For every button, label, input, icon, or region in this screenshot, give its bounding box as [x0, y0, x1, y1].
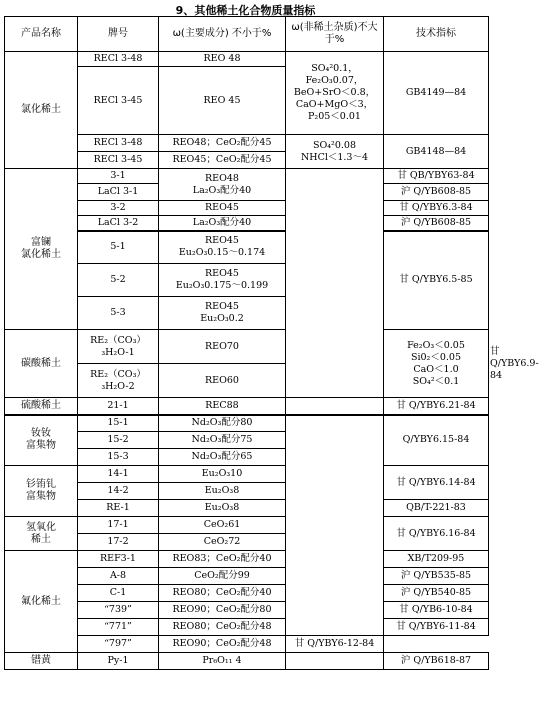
- standard-cell: 甘 QB/YBY63-84: [384, 169, 489, 184]
- table-row: [5, 216, 489, 231]
- main-cell: CeO₂61: [159, 517, 286, 534]
- standard-cell: 沪 Q/YB608-85: [384, 184, 489, 201]
- impurity-line: BeO+SrO＜0.8，: [293, 87, 376, 98]
- header-impurity: ω(非稀土杂质)不大于%: [286, 17, 384, 52]
- table-row: [5, 415, 489, 432]
- main-cell: REO 48: [159, 52, 286, 67]
- main-cell: REO48 La₂O₃配分40: [159, 169, 286, 201]
- standard-cell: XB/T209-95: [384, 551, 489, 568]
- impurity-line: CaO＜1.0: [413, 363, 459, 375]
- main-cell: REO48；CeO₂配分45: [159, 135, 286, 152]
- brand-cell: 5-2: [78, 264, 159, 297]
- main-cell: Pr₆O₁₁ 4: [159, 653, 286, 670]
- brand-cell: RECl 3-45: [78, 152, 159, 169]
- impurity-line: NHCl＜1.3～4: [300, 151, 369, 163]
- standard-cell: Q/YBY6.15-84: [384, 415, 489, 466]
- category-hydroxide: 氢氧化 稀土: [5, 517, 78, 551]
- standard-cell: 甘 Q/YBY6.16-84: [384, 517, 489, 551]
- brand-cell: 15-2: [78, 432, 159, 449]
- main-cell: REC88: [159, 398, 286, 415]
- main-cell: REO80；CeO₂配分48: [159, 619, 286, 636]
- main-cell: REO 45: [159, 67, 286, 135]
- impurity-cell-empty: [286, 415, 384, 636]
- category-fluoride: 氟化稀土: [5, 551, 78, 653]
- main-cell: CeO₂72: [159, 534, 286, 551]
- impurity-line: Fe₂O₃＜0.05: [407, 339, 465, 351]
- brand-cell: 15-3: [78, 449, 159, 466]
- main-cell: Eu₂O₃8: [159, 500, 286, 517]
- brand-cell: RE-1: [78, 500, 159, 517]
- main-cell: REO60: [159, 364, 286, 398]
- table-row: [5, 466, 489, 483]
- standard-cell: QB/T-221-83: [384, 500, 489, 517]
- main-cell: REO45；CeO₂配分45: [159, 152, 286, 169]
- brand-cell: REF3-1: [78, 551, 159, 568]
- main-cell: REO90；CeO₂配分80: [159, 602, 286, 619]
- brand-cell: C-1: [78, 585, 159, 602]
- brand-cell: 5-1: [78, 231, 159, 264]
- brand-cell: 14-2: [78, 483, 159, 500]
- header-main-component: ω(主要成分) 不小于%: [159, 17, 286, 52]
- table-row: [5, 551, 489, 568]
- category-sm-eu-gd-enriched: 钐铕钆 富集物: [5, 466, 78, 517]
- main-cell: Eu₂O₃10: [159, 466, 286, 483]
- brand-cell: 15-1: [78, 415, 159, 432]
- main-cell: REO70: [159, 330, 286, 364]
- standard-cell: GB4148—84: [384, 135, 489, 169]
- table-row: [5, 619, 489, 636]
- main-cell: REO45 Eu₂O₃0.15～0.174: [159, 231, 286, 264]
- impurity-cell-empty: [286, 653, 384, 670]
- standard-cell: 甘 Q/YB6-10-84: [384, 602, 489, 619]
- impurity-line: CaO+MgO＜3，: [295, 99, 374, 110]
- brand-cell: “797”: [78, 636, 159, 653]
- standard-cell: 甘 Q/YBY6.3-84: [384, 201, 489, 216]
- table-row: [5, 585, 489, 602]
- table-row: [5, 169, 489, 184]
- table-row: [5, 636, 489, 653]
- standard-cell: 沪 Q/YB540-85: [384, 585, 489, 602]
- main-cell: Nd₂O₃配分65: [159, 449, 286, 466]
- table-row: [5, 653, 489, 670]
- brand-cell: 3-2: [78, 201, 159, 216]
- main-cell: Eu₂O₃8: [159, 483, 286, 500]
- category-chloride: 氯化稀土: [5, 52, 78, 169]
- table-row: [5, 517, 489, 534]
- brand-cell: “739”: [78, 602, 159, 619]
- header-brand: 牌号: [78, 17, 159, 52]
- brand-cell: 3-1: [78, 169, 159, 184]
- main-cell: REO45 Eu₂O₃0.2: [159, 297, 286, 330]
- header-standard: 技术指标: [384, 17, 489, 52]
- main-cell: La₂O₃配分40: [159, 216, 286, 231]
- table-row: 碳酸稀土 RE₂（CO₃） ₃H₂O-1 REO70 Fe₂O₃＜0.05 Si0₂＜0.05 CaO＜1.0 SO₄²＜0.1 甘 Q/YBY6.9-84: [5, 330, 489, 364]
- brand-cell: RE₂（CO₃） ₃H₂O-2: [78, 364, 159, 398]
- table-row: [5, 602, 489, 619]
- brand-cell: RECl 3-48: [78, 135, 159, 152]
- standard-cell: GB4149—84: [384, 52, 489, 135]
- standard-cell: 沪 Q/YB618-87: [384, 653, 489, 670]
- impurity-cell: [384, 330, 489, 398]
- table-row: [5, 52, 489, 67]
- category-nd-enriched: 钕钕 富集物: [5, 415, 78, 466]
- impurity-line: P₂05＜0.01: [308, 111, 361, 122]
- standard-cell: 甘 Q/YBY6.5-85: [384, 231, 489, 330]
- impurity-line: Fe₂O₃0.07，: [305, 75, 364, 86]
- impurity-line: SO₄²0.1，: [311, 63, 358, 74]
- impurity-cell-empty: [286, 398, 384, 415]
- standard-cell: 沪 Q/YB608-85: [384, 216, 489, 231]
- impurity-line: SO₄²＜0.1: [412, 375, 460, 387]
- brand-cell: 17-2: [78, 534, 159, 551]
- header-product-name: 产品名称: [5, 17, 78, 52]
- impurity-line: SO₄²0.08: [312, 139, 357, 151]
- standard-cell: 甘 Q/YBY6.14-84: [384, 466, 489, 500]
- category-la-rich-chloride: 富镧 氯化稀土: [5, 169, 78, 330]
- brand-cell: 17-1: [78, 517, 159, 534]
- table-row: [5, 500, 489, 517]
- main-cell: REO80；CeO₂配分40: [159, 585, 286, 602]
- brand-cell: 5-3: [78, 297, 159, 330]
- brand-cell: 14-1: [78, 466, 159, 483]
- table-row: [5, 201, 489, 216]
- rare-earth-compound-spec-table: [4, 16, 539, 670]
- main-cell: Nd₂O₃配分80: [159, 415, 286, 432]
- impurity-line: Si0₂＜0.05: [410, 351, 462, 363]
- standard-cell: 甘 Q/YBY6-12-84: [286, 636, 384, 653]
- brand-cell: A-8: [78, 568, 159, 585]
- impurity-cell: [286, 135, 384, 169]
- main-cell: REO45 Eu₂O₃0.175～0.199: [159, 264, 286, 297]
- main-cell: REO45: [159, 201, 286, 216]
- standard-cell: 甘 Q/YBY6.21-84: [384, 398, 489, 415]
- category-carbonate: 碳酸稀土: [5, 330, 78, 398]
- page-title: 9、其他稀土化合物质量指标: [175, 4, 316, 17]
- impurity-cell-empty: [286, 169, 384, 398]
- header-row: [5, 17, 489, 52]
- main-cell: REO90；CeO₂配分48: [159, 636, 286, 653]
- main-cell: CeO₂配分99: [159, 568, 286, 585]
- standard-cell: 甘 Q/YBY6-11-84: [384, 619, 489, 636]
- category-sulfate: 硫酸稀土: [5, 398, 78, 415]
- category-praseodymium-yellow: 镨黄: [5, 653, 78, 670]
- brand-cell: LaCl 3-1: [78, 184, 159, 201]
- brand-cell: RE₂（CO₃） ₃H₂O-1: [78, 330, 159, 364]
- main-cell: Nd₂O₃配分75: [159, 432, 286, 449]
- brand-cell: Py-1: [78, 653, 159, 670]
- impurity-cell: [286, 52, 384, 135]
- table-row: [5, 568, 489, 585]
- table-row: [5, 231, 489, 264]
- table-row: [5, 135, 489, 152]
- table-row: [5, 398, 489, 415]
- brand-cell: RECl 3-45: [78, 67, 159, 135]
- main-cell: REO83；CeO₂配分40: [159, 551, 286, 568]
- brand-cell: “771”: [78, 619, 159, 636]
- brand-cell: LaCl 3-2: [78, 216, 159, 231]
- brand-cell: RECl 3-48: [78, 52, 159, 67]
- standard-cell: 沪 Q/YB535-85: [384, 568, 489, 585]
- brand-cell: 21-1: [78, 398, 159, 415]
